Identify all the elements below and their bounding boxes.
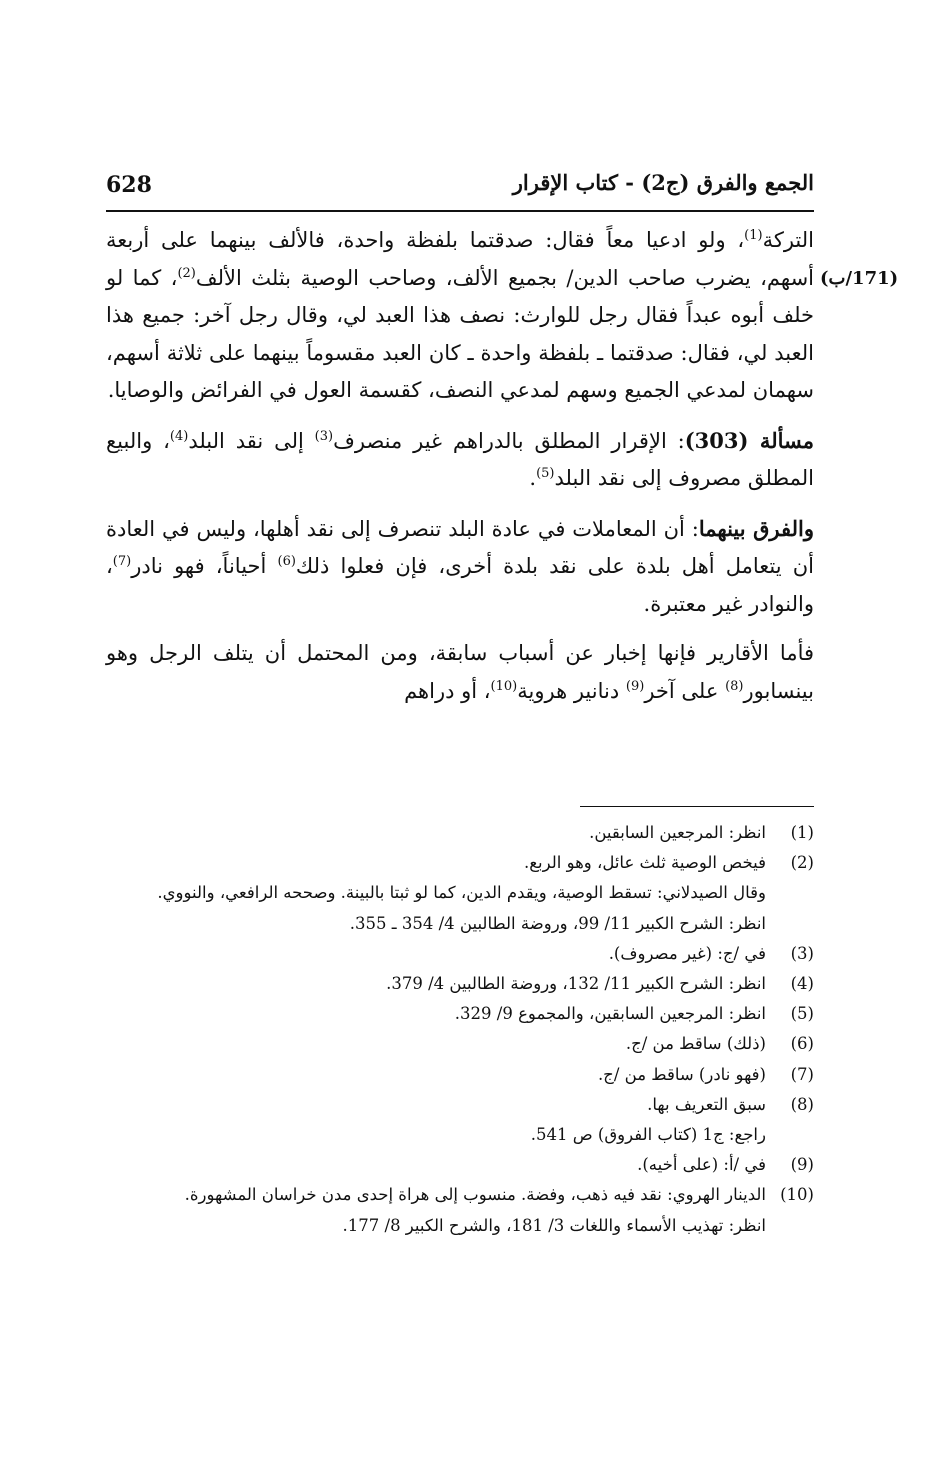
footnote-ref[interactable]: (6) [277, 554, 296, 569]
footnote-line: (فهو نادر) ساقط من /ج. [597, 1064, 766, 1084]
footnote-ref[interactable]: (1) [744, 228, 763, 243]
footnote-ref[interactable]: (8) [725, 678, 744, 694]
footnote-number: (5) [790, 1004, 814, 1024]
footnote-ref[interactable]: (2) [177, 265, 196, 281]
text-span: : الإقرار المطلق بالدراهم غير منصرف [333, 428, 685, 453]
text-span: على آخر [644, 678, 726, 703]
masala-heading: مسألة (303) [684, 427, 814, 453]
running-title: الجمع والفرق (ج2) - كتاب الإقرار [512, 170, 814, 195]
footnote [106, 848, 814, 939]
footnote [106, 1150, 814, 1180]
difference-heading: والفرق بينهما [698, 515, 814, 541]
text-span: فأما الأقارير فإنها إخبار عن أسباب سابقة، ومن المحتمل أن يتلف الرجل وهو بينسابور [106, 641, 814, 703]
text-span: ، كما لو خلف أبوه عبداً فقال رجل للوارث: نصف هذا العبد لي، وقال رجل آخر: جميع هذا العبد لي، فقال: صدقتما ـ بلفظة واحدة ـ كان العبد مقسوماً بينهما على ثلاثة أسهم، سهمان لمدعي الجميع وسهم لمدعي النصف، كقسمة العول في الفرائض والوصايا. [106, 265, 814, 402]
text-span: ، ولو ادعيا معاً فقال: صدقتما بلفظة واحدة، فالألف بينهما على أربعة أسهم، يضرب صاحب الدين/ بجميع الألف، وصاحب الوصية بثلث الألف [106, 228, 815, 290]
text-span: ، والبيع المطلق مصروف إلى نقد البلد [106, 428, 814, 490]
footnote-line: وقال الصيدلاني: تسقط الوصية، ويقدم الدين، كما لو ثبتا بالبينة. وصححه الرافعي، والنووي. [157, 883, 766, 903]
footnote [106, 969, 814, 999]
text-span: أحياناً، فهو نادر [131, 554, 278, 578]
text-span: دنانير هروية [517, 678, 626, 703]
footnote [106, 1029, 814, 1059]
footnote-ref[interactable]: (4) [169, 428, 189, 444]
text-span: : أن المعاملات في عادة البلد تنصرف إلى نقد أهلها، وليس في العادة أن يتعامل أهل بلدة على نقد بلدة أخرى، فإن فعلوا ذلك [106, 516, 814, 578]
footnote-number: (6) [790, 1034, 814, 1054]
footnote [106, 999, 814, 1029]
paragraph-difference [106, 510, 814, 624]
footnote-line: الدينار الهروي: نقد فيه ذهب، وفضة. منسوب إلى هراة إحدى مدن خراسان المشهورة. [184, 1185, 766, 1205]
footnote-ref[interactable]: (3) [314, 428, 334, 444]
footnote-number: (2) [790, 853, 814, 873]
footnote-line: انظر: المرجعين السابقين، والمجموع 9/ 329. [454, 1004, 766, 1024]
footnotes [106, 818, 814, 1241]
footnote-line: انظر: الشرح الكبير 11/ 99، وروضة الطالبين 4/ 354 ـ 355. [349, 913, 766, 933]
footnote-line: في /ج: (غير مصروف). [608, 943, 766, 963]
header-rule [106, 210, 814, 212]
footnote-line: انظر: تهذيب الأسماء واللغات 3/ 181، والشرح الكبير 8/ 177. [342, 1215, 766, 1235]
text-span: . [529, 466, 537, 490]
footnote-number: (3) [790, 943, 814, 963]
footnote [106, 1180, 814, 1240]
footnote [106, 1060, 814, 1090]
text-span: التركة [762, 228, 814, 252]
text-span: إلى نقد البلد [188, 428, 315, 453]
page-number: 628 [106, 172, 152, 198]
paragraph-masala-303 [106, 422, 814, 498]
footnote-ref[interactable]: (9) [625, 678, 645, 694]
footnote-number: (9) [790, 1155, 814, 1175]
footnote-line: انظر: المرجعين السابقين. [589, 823, 766, 842]
footnote-number: (8) [790, 1094, 814, 1114]
footnote-number: (1) [790, 823, 814, 842]
footnote [106, 1090, 814, 1150]
footnote [106, 939, 814, 969]
main-text [106, 222, 814, 710]
footnote-line: في /أ: (على أخيه). [637, 1155, 766, 1175]
footnote-line: فيخص الوصية ثلث عائل، وهو الربع. [524, 853, 766, 873]
footnote-separator [580, 806, 814, 807]
page-header [106, 170, 814, 206]
paragraph-4 [106, 635, 814, 710]
footnote-number: (4) [790, 974, 814, 994]
footnote [106, 818, 814, 848]
footnote-line: انظر: الشرح الكبير 11/ 132، وروضة الطالبين 4/ 379. [386, 974, 766, 994]
footnote-ref[interactable]: (7) [112, 554, 132, 569]
footnote-line: (ذلك) ساقط من /ج. [625, 1034, 766, 1054]
text-span: ، أو دراهم [404, 678, 491, 703]
footnote-ref[interactable]: (5) [536, 466, 555, 481]
footnote-ref[interactable]: (10) [490, 678, 518, 694]
footnote-line: سبق التعريف بها. [647, 1094, 766, 1114]
footnote-line: راجع: ج1 (كتاب الفروق) ص 541. [530, 1125, 766, 1145]
footnote-number: (10) [780, 1185, 814, 1205]
margin-folio-note: (171/ب) [820, 268, 899, 289]
footnote-number: (7) [790, 1064, 814, 1084]
paragraph-1 [106, 222, 814, 410]
text-span: ، والنوادر غير معتبرة. [106, 554, 814, 616]
